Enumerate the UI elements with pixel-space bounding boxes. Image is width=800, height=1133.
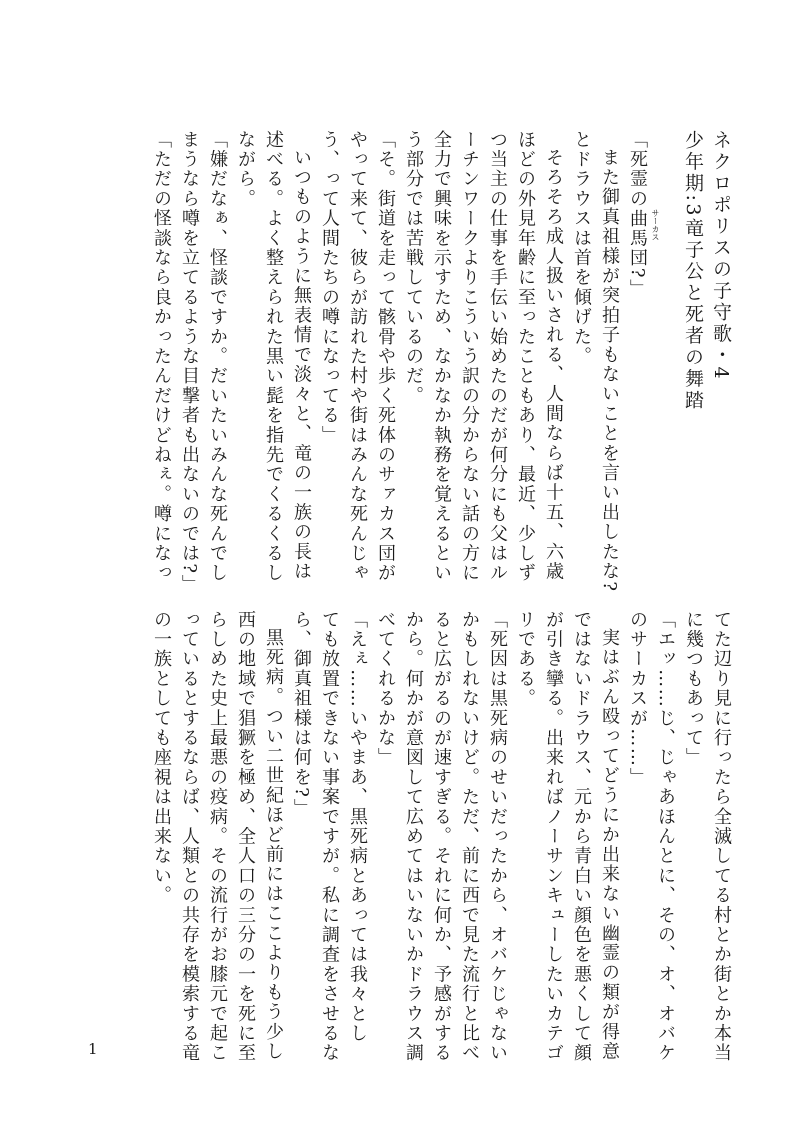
text-line: 「死霊の曲馬団 サーカス ?」 — [623, 130, 651, 540]
text-line: 「えぇ……いやまあ、黒死病とあっては我々とし — [347, 610, 368, 1044]
text-line: ーチンワークよりこういう訳の分からない話の方に — [459, 130, 480, 584]
text-line: ではないドラウス、元から青白い顔色を悪くして顔 — [571, 610, 592, 1064]
text-line: ら、御真祖様は何を?」 — [291, 610, 312, 819]
text-line: う、って人間たちの噂になってる」 — [319, 130, 340, 446]
text-line: まうなら噂を立てるような目撃者も出ないのでは?」 — [179, 130, 200, 595]
text-line: べてくれるかな」 — [375, 610, 396, 768]
text-line: ながら。 — [235, 130, 256, 209]
text-line: ても放置できない事案ですが。私に調査をさせるな — [319, 610, 340, 1064]
bottom-text-block — [147, 610, 735, 1064]
text-line: に幾つもあって」 — [683, 610, 704, 768]
text-line: 「そ。街道を走って骸骨や歩く死体のサァカス団が — [375, 130, 396, 584]
text-line: っているとするならば、人類との共存を模索する竜 — [179, 610, 200, 1064]
ruby-base: 曲馬団 サーカス — [627, 208, 660, 268]
text-line: また御真祖様が突拍子もないことを言い出したな? — [599, 148, 620, 593]
ruby-reading: サーカス — [651, 208, 660, 241]
text-line: ると広がるのが速すぎる。それに何か、予感がする — [431, 610, 452, 1064]
text-line: らしめた史上最悪の疫病。その流行がお膝元で起こ — [207, 610, 228, 1064]
text-line: から。何かが意図して広めてはいないかドラウス調 — [403, 610, 424, 1064]
text-line: 「エッ……じ、じゃあほんとに、その、オ、オバケ — [655, 610, 676, 1064]
text-line: つ当主の仕事を手伝い始めたのだが何分にも父はル — [487, 130, 508, 584]
text-line: とドラウスは首を傾げた。 — [571, 130, 592, 367]
text-line: 全力で興味を示すため、なかなか執務を覚えるとい — [431, 130, 452, 584]
text-line: が引き攣る。出来ればノーサンキューしたいカテゴ — [543, 610, 564, 1064]
text-line: そろそろ成人扱いされる、人間ならば十五、六歳 — [543, 148, 564, 582]
text-line: ほどの外見年齢に至ったこともあり、最近、少しず — [515, 130, 536, 584]
text-line: 「ただの怪談なら良かったんだけどねぇ。噂になっ — [151, 130, 172, 584]
text-line: 黒死病。つい二世紀ほど前にはここよりもう少し — [263, 628, 284, 1062]
document-title: ネクロポリスの子守歌・4 — [710, 130, 732, 382]
text-line: かもしれないけど。ただ、前に西で見た流行と比べ — [459, 610, 480, 1064]
text-line: のサーカスが……」 — [627, 610, 648, 788]
top-body-text — [147, 130, 679, 595]
text-line: 述べる。よく整えられた黒い髭を指先でくるくるし — [263, 130, 284, 584]
text-line: やって来て、彼らが訪れた村や街はみんな死んじゃ — [347, 130, 368, 584]
text-line: いつものように無表情で淡々と、竜の一族の長は — [291, 148, 312, 582]
page-number: 1 — [88, 1040, 98, 1058]
text-line: の一族としても座視は出来ない。 — [151, 610, 172, 906]
text-line — [651, 130, 679, 540]
text-line: てた辺り見に行ったら全滅してる村とか街とか本当 — [711, 610, 732, 1064]
text-line: 西の地域で猖獗を極め、全人口の三分の一を死に至 — [235, 610, 256, 1064]
text-line: 「嫌だなぁ、怪談ですか。だいたいみんな死んでし — [207, 130, 228, 584]
chapter-subtitle: 少年期:3竜子公と死者の舞踏 — [682, 130, 704, 412]
text-line: 「死因は黒死病のせいだったから、オバケじゃない — [487, 610, 508, 1064]
text-line: う部分では苦戦しているのだ。 — [403, 130, 424, 406]
top-text-block — [147, 130, 735, 595]
text-line: リである。 — [515, 610, 536, 709]
text-line: 実はぶん殴ってどうにか出来ない幽霊の類が得意 — [599, 628, 620, 1062]
